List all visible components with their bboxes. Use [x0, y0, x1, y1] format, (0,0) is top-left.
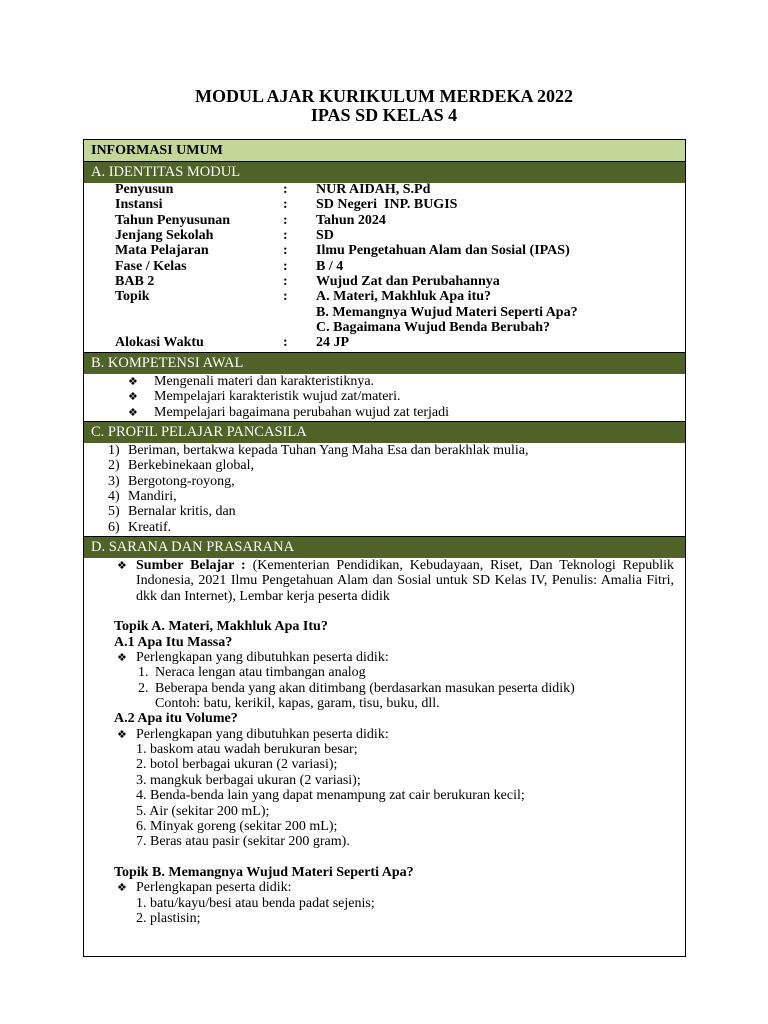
topik-b-item-content — [136, 896, 375, 911]
identitas-label: Topik — [115, 289, 150, 305]
identitas-separator: : — [283, 243, 288, 259]
a2-heading — [84, 711, 685, 726]
a2-item-content — [136, 834, 350, 849]
profil-item-text: Kreatif. — [128, 519, 172, 535]
a2-item — [84, 757, 685, 772]
identitas-separator: : — [283, 289, 288, 305]
section-header-identitas-modul: A. IDENTITAS MODUL — [84, 161, 685, 183]
a1-item-text: Neraca lengan atau timbangan analog — [155, 665, 366, 681]
diamond-bullet-icon — [117, 650, 127, 665]
identitas-label: Mata Pelajaran — [115, 243, 209, 259]
a2-title: A.2 Apa itu Volume? — [114, 711, 238, 727]
diamond-bullet-icon — [128, 405, 138, 420]
identitas-separator: : — [283, 258, 288, 274]
a2-item-number: 1. — [136, 742, 147, 758]
profil-item — [84, 458, 685, 473]
a1-intro-text: Perlengkapan yang dibutuhkan peserta didik: — [136, 650, 389, 666]
identitas-label: Instansi — [115, 197, 163, 213]
kompetensi-item-text: Mempelajari bagaimana perubahan wujud zat terjadi — [154, 404, 450, 420]
profil-item-text: Berkebinekaan global, — [128, 458, 254, 474]
a2-item-number: 7. — [136, 834, 147, 850]
identitas-label: Jenjang Sekolah — [115, 228, 214, 244]
a1-heading — [84, 635, 685, 650]
identitas-value: Tahun 2024 — [316, 212, 386, 228]
a2-item — [84, 773, 685, 788]
diamond-bullet-icon — [117, 558, 127, 573]
identitas-label: Penyusun — [115, 182, 174, 197]
a2-item-text: botol berbagai ukuran (2 variasi); — [150, 757, 338, 773]
a2-item — [84, 804, 685, 819]
a2-intro — [84, 727, 685, 742]
a2-item-content — [136, 819, 337, 834]
a2-item-number: 5. — [136, 803, 147, 819]
a1-item-text: Beberapa benda yang akan ditimbang (berdasarkan masukan peserta didik) — [155, 680, 575, 696]
sumber-belajar-line — [84, 573, 685, 588]
a1-example-text: Contoh: batu, kerikil, kapas, garam, tisu, buku, dll. — [155, 696, 440, 712]
identitas-row-continuation — [84, 320, 685, 335]
a2-item-number: 4. — [136, 788, 147, 804]
topik-b-title: Topik B. Memangnya Wujud Materi Seperti Apa? — [114, 864, 414, 880]
module-table — [83, 139, 686, 957]
sumber-belajar-label: Sumber Belajar : — [136, 558, 246, 573]
a2-item-content — [136, 788, 525, 803]
profil-item — [84, 504, 685, 519]
a2-item-text: Beras atau pasir (sekitar 200 gram). — [150, 834, 350, 850]
a2-item-content — [136, 742, 358, 757]
a2-item-text: Air (sekitar 200 mL); — [149, 803, 270, 819]
identitas-value: SD Negeri INP. BUGIS — [316, 197, 458, 213]
identitas-value: 24 JP — [316, 335, 350, 351]
diamond-bullet-icon — [117, 880, 127, 895]
profil-item-text: Bergotong-royong, — [128, 473, 235, 489]
identitas-row — [84, 182, 685, 197]
identitas-row — [84, 335, 685, 350]
a2-item-content — [136, 804, 269, 819]
a2-item-content — [136, 773, 361, 788]
kompetensi-item — [84, 389, 685, 404]
identitas-value: C. Bagaimana Wujud Benda Berubah? — [316, 320, 551, 336]
topik-b-item-number: 1. — [136, 895, 147, 911]
a2-item-number: 3. — [136, 772, 147, 788]
topik-b-intro-text: Perlengkapan peserta didik: — [136, 880, 292, 896]
a1-intro — [84, 650, 685, 665]
profil-item-number: 1) — [108, 443, 120, 458]
a2-item-number: 6. — [136, 818, 147, 834]
a2-item — [84, 819, 685, 834]
profil-item-number: 2) — [108, 458, 120, 474]
diamond-bullet-icon — [128, 389, 138, 404]
topik-b-item-number: 2. — [136, 910, 147, 926]
profil-item-text: Beriman, bertakwa kepada Tuhan Yang Maha Esa dan berakhlak mulia, — [128, 443, 529, 458]
profil-item-number: 6) — [108, 519, 120, 535]
a1-title: A.1 Apa Itu Massa? — [114, 634, 233, 650]
topik-b-intro — [84, 880, 685, 895]
sarana-content — [84, 558, 685, 926]
topik-a-title: Topik A. Materi, Makhluk Apa Itu? — [114, 619, 328, 635]
identitas-value: NUR AIDAH, S.Pd — [316, 182, 431, 197]
identitas-row — [84, 213, 685, 228]
a2-item-text: Benda-benda lain yang dapat menampung zat cair berukuran kecil; — [150, 788, 525, 804]
identitas-row-continuation — [84, 305, 685, 320]
a1-item-number: 2. — [138, 680, 149, 696]
a2-item — [84, 788, 685, 803]
topik-b-item-content — [136, 911, 201, 926]
identitas-row — [84, 228, 685, 243]
identitas-separator: : — [283, 335, 288, 351]
document-title — [0, 87, 768, 125]
section-header-profil-pelajar-pancasila: C. PROFIL PELAJAR PANCASILA — [84, 421, 685, 443]
document-title-line1: MODUL AJAR KURIKULUM MERDEKA 2022 — [194, 86, 573, 106]
document-title-line2: IPAS SD KELAS 4 — [310, 105, 458, 125]
identitas-separator: : — [283, 182, 288, 197]
sumber-belajar-line — [84, 558, 685, 573]
section-header-informasi-umum: INFORMASI UMUM — [84, 140, 685, 161]
a2-item — [84, 742, 685, 757]
kompetensi-item-text: Mempelajari karakteristik wujud zat/materi. — [154, 389, 401, 405]
blank-line — [84, 604, 685, 619]
topik-b-item — [84, 896, 685, 911]
identitas-value: Ilmu Pengetahuan Alam dan Sosial (IPAS) — [316, 243, 570, 259]
identitas-separator: : — [283, 197, 288, 213]
identitas-value: B / 4 — [316, 258, 344, 274]
profil-item — [84, 520, 685, 535]
identitas-value: B. Memangnya Wujud Materi Seperti Apa? — [316, 304, 578, 320]
diamond-bullet-icon — [117, 727, 127, 742]
section-header-sarana-prasarana: D. SARANA DAN PRASARANA — [84, 536, 685, 558]
a2-item-text: mangkuk berbagai ukuran (2 variasi); — [150, 772, 361, 788]
profil-item — [84, 489, 685, 504]
a2-item-content — [136, 757, 337, 772]
identitas-row — [84, 274, 685, 289]
profil-item-number: 5) — [108, 504, 120, 520]
sumber-belajar-first-line — [136, 558, 674, 573]
identitas-label: Alokasi Waktu — [115, 335, 204, 351]
topik-b-heading — [84, 865, 685, 880]
profil-item — [84, 443, 685, 458]
diamond-bullet-icon — [128, 374, 138, 389]
identitas-row — [84, 289, 685, 304]
identitas-row — [84, 259, 685, 274]
identitas-separator: : — [283, 212, 288, 228]
a1-item-number: 1. — [138, 665, 149, 681]
topik-b-item-text: batu/kayu/besi atau benda padat sejenis; — [150, 895, 375, 911]
a2-intro-text: Perlengkapan yang dibutuhkan peserta didik: — [136, 726, 389, 742]
profil-item-text: Mandiri, — [128, 489, 177, 505]
identitas-value: A. Materi, Makhluk Apa itu? — [316, 289, 492, 305]
section-header-kompetensi-awal: B. KOMPETENSI AWAL — [84, 352, 685, 374]
profil-item-number: 3) — [108, 473, 120, 489]
identitas-value: SD — [316, 228, 334, 244]
sumber-belajar-text: dkk dan Internet), Lembar kerja peserta didik — [136, 588, 390, 604]
identitas-separator: : — [283, 228, 288, 244]
identitas-value: Wujud Zat dan Perubahannya — [316, 274, 500, 290]
sumber-belajar-line — [84, 589, 685, 604]
a2-item-text: Minyak goreng (sekitar 200 mL); — [150, 818, 338, 834]
a2-item — [84, 834, 685, 849]
a1-example — [84, 696, 685, 711]
identitas-label: Fase / Kelas — [115, 258, 187, 274]
topik-b-item — [84, 911, 685, 926]
profil-item — [84, 474, 685, 489]
identitas-separator: : — [283, 274, 288, 290]
kompetensi-item — [84, 374, 685, 389]
identitas-list — [84, 182, 685, 351]
a2-item-number: 2. — [136, 757, 147, 773]
identitas-label: Tahun Penyusunan — [115, 212, 231, 228]
identitas-label: BAB 2 — [115, 274, 155, 290]
identitas-row — [84, 197, 685, 212]
kompetensi-list — [84, 374, 685, 420]
a2-item-text: baskom atau wadah berukuran besar; — [150, 742, 358, 758]
kompetensi-item-text: Mengenali materi dan karakteristiknya. — [154, 374, 375, 389]
blank-line — [84, 850, 685, 865]
kompetensi-item — [84, 405, 685, 420]
a1-item — [84, 665, 685, 680]
sumber-belajar-text: (Kementerian Pendidikan, Kebudayaan, Riset, Dan Teknologi Republik — [252, 558, 674, 573]
sumber-belajar-text: Indonesia, 2021 Ilmu Pengetahuan Alam dan Sosial untuk SD Kelas IV, Penulis: Amalia Fitri, — [136, 573, 674, 589]
profil-list — [84, 443, 685, 535]
identitas-row — [84, 243, 685, 258]
a1-item — [84, 681, 685, 696]
topik-a-heading — [84, 619, 685, 634]
profil-item-text: Bernalar kritis, dan — [128, 504, 236, 520]
topik-b-item-text: plastisin; — [150, 910, 201, 926]
profil-item-number: 4) — [108, 489, 120, 505]
